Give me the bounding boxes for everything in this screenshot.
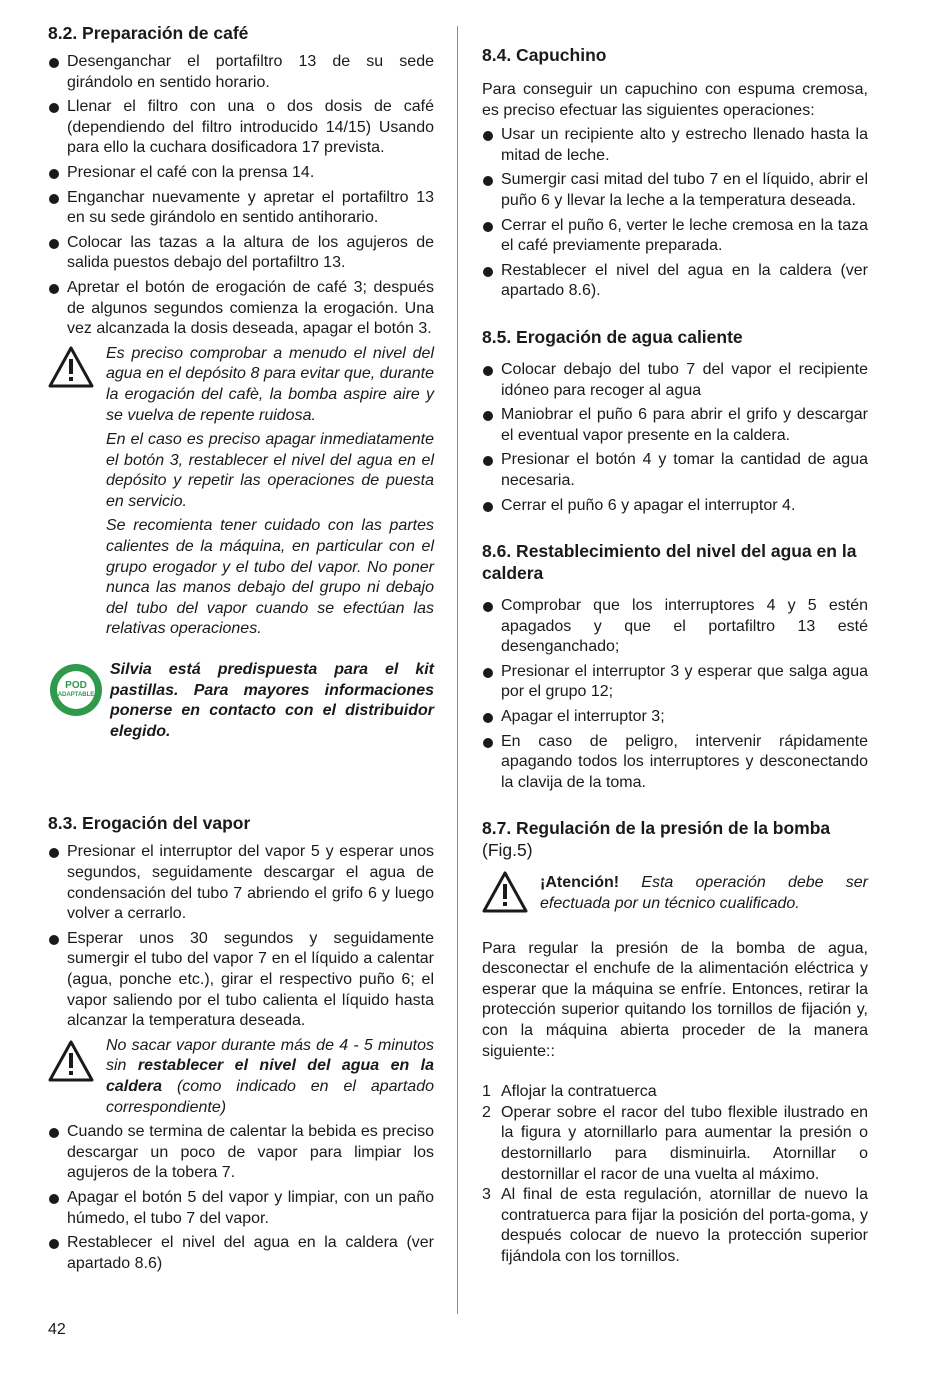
list-item: Esperar unos 30 segundos y seguidamente sumergir el tubo del vapor 7 en el líquido a calentar (agua, ponche etc.), girar el respectivo puño 6; el vapor saliendo por el tubo calienta el líquido hasta alcanzar la temperatura deseada. [48,929,434,1032]
step-item [482,1185,868,1267]
warning-triangle-icon [48,1040,94,1082]
list-8-4 [482,125,868,302]
list-item: Desenganchar el portafiltro 13 de su sede girándolo en sentido horario. [48,52,434,93]
left-column [48,22,434,1278]
section-title-8-2: 8.2. Preparación de café [48,23,249,43]
step-number: 1 [482,1083,491,1101]
list-item: Presionar el interruptor del vapor 5 y esperar unos segundos, seguidamente descargar el agua de condensación del tubo 7 abriendo el grifo 6 y luego volver a cerrarlo. [48,842,434,924]
warning-text [540,873,868,914]
list-item: Apagar el interruptor 3; [482,707,868,728]
list-item: Restablecer el nivel del agua en la caldera (ver apartado 8.6). [482,261,868,302]
pod-note-text: Silvia está predispuesta para el kit pastillas. Para mayores informaciones ponerse en contacto con el distribuidor elegido. [110,661,434,740]
list-8-6 [482,596,868,793]
warning-triangle-icon [48,346,94,388]
step-number: 2 [482,1103,491,1121]
page-number: 42 [48,1321,66,1338]
badge-label-bottom: ADAPTABLE [57,692,95,699]
list-item: Cerrar el puño 6 y apagar el interruptor 4. [482,496,868,517]
section-title-text: 8.7. Regulación de la presión de la bomba [482,818,831,839]
list-item: Llenar el filtro con una o dos dosis de café (dependiendo del filtro introducido 14/15) Usando para ello la cuchara dosificadora 17 prevista. [48,97,434,159]
section-title-8-3: 8.3. Erogación del vapor [48,813,251,834]
list-item: Comprobar que los interruptores 4 y 5 estén apagados y que el portafiltro 13 esté desenganchado; [482,596,868,658]
warning-text: Es preciso comprobar a menudo el nivel del agua en el depósito 8 para evitar que, durante la erogación del cafè, la bomba aspire aire y se vuelva de repente ruidosa. [106,344,434,424]
warning-text-part: Esta operación debe ser efectuada por un técnico cualificado. [540,874,868,913]
warning-text-part: (como indicado en el apartado correspondiente) [106,1077,434,1116]
warning-text: En el caso es preciso apagar inmediatamente el botón 3, restablecer el nivel del agua en el depósito y repetir las operaciones de puesta en servicio. [106,431,434,510]
warning-text-part: No sacar vapor durante más de 4 - 5 minutos sin [106,1036,434,1075]
list-item: Enganchar nuevamente y apretar el portafiltro 13 en su sede girándolo en sentido antihorario. [48,188,434,229]
section-title-figure-ref: (Fig.5) [482,840,533,861]
steps-8-7 [482,1082,868,1267]
list-item: Presionar el botón 4 y tomar la cantidad de agua necesaria. [482,450,868,491]
list-item: Colocar las tazas a la altura de los agujeros de salida puestos debajo del portafiltro 13. [48,233,434,274]
step-number: 3 [482,1186,491,1204]
list-item: En caso de peligro, intervenir rápidamente apagando todos los interruptores y desconectando la clavija de la toma. [482,732,868,794]
warning-block-8-2 [48,344,434,640]
list-item: Presionar el interruptor 3 y esperar que salga agua por el grupo 12; [482,662,868,703]
list-item: Presionar el café con la prensa 14. [48,163,434,184]
list-8-3 [48,842,434,1031]
step-item [482,1082,868,1103]
list-item: Sumergir casi mitad del tubo 7 en el líquido, abrir el puño 6 y llevar la leche a la temperatura deseada. [482,170,868,211]
list-8-5 [482,360,868,516]
warning-text-bold: restablecer el nivel del agua en la caldera [106,1057,435,1095]
right-column [482,44,868,1268]
pod-adaptable-badge-icon [50,664,102,716]
list-item: Colocar debajo del tubo 7 del vapor el recipiente idóneo para recoger al agua [482,360,868,401]
step-item [482,1103,868,1185]
column-divider [457,26,458,1314]
step-text: Al final de esta regulación, atornillar de nuevo la contratuerca para fijar la posición del porta-goma, y después colocar de nuevo la protección superior fijándola con los tornillos. [501,1186,868,1265]
list-item: Restablecer el nivel del agua en la caldera (ver apartado 8.6) [48,1233,434,1274]
list-item: Apagar el botón 5 del vapor y limpiar, con un paño húmedo, el tubo 7 del vapor. [48,1188,434,1229]
warning-text: Se recomienta tener cuidado con las partes calientes de la máquina, en particular con el grupo erogador y el tubo del vapor. No poner nunca las manos debajo del grupo ni debajo del tubo del vapor cuando se efectúan las relativas operaciones. [106,517,434,638]
section-intro: Para conseguir un capuchino con espuma cremosa, es preciso efectuar las siguientes operaciones: [482,81,868,119]
step-text: Aflojar la contratuerca [501,1083,657,1101]
list-item: Maniobrar el puño 6 para abrir el grifo y descargar el eventual vapor presente en la caldera. [482,405,868,446]
list-8-3-continued [48,1122,434,1274]
step-text: Operar sobre el racor del tubo flexible ilustrado en la figura y atornillarlo para aumentar la presión o destornillarlo para disminuirla. Atornillar o destornillar el racor de una vuelta al máximo. [501,1103,868,1183]
warning-block-8-7 [482,873,868,914]
list-8-2 [48,52,434,340]
list-item: Cerrar el puño 6, verter le leche cremosa en la taza el café previamente preparada. [482,216,868,257]
list-item: Cuando se termina de calentar la bebida es preciso descargar un poco de vapor para limpiar los agujeros de la tobera 7. [48,1122,434,1184]
section-title-8-5: 8.5. Erogación de agua caliente [482,326,743,347]
list-item: Apretar el botón de erogación de café 3; después de algunos segundos comienza la erogación. Una vez alcanzada la dosis deseada, apagar el botón 3. [48,278,434,340]
list-item: Usar un recipiente alto y estrecho llenado hasta la mitad de leche. [482,125,868,166]
warning-text [106,1036,434,1118]
section-title-8-7 [482,817,868,861]
badge-label-top: POD [65,680,87,692]
section-title-8-6: 8.6. Restablecimiento del nivel del agua en la caldera [482,541,857,584]
pod-adaptable-note [48,660,434,742]
section-title-8-4: 8.4. Capuchino [482,45,607,65]
warning-block-8-3 [48,1036,434,1118]
warning-label: ¡Atención! [540,874,620,892]
warning-triangle-icon [482,871,528,913]
section-intro: Para regular la presión de la bomba de agua, desconectar el enchufe de la alimentación eléctrica y esperar que la máquina se enfríe. Entonces, retirar la protección superior quitando los tornillos de fijación y, con la máquina abierta proceder de la manera siguiente:: [482,939,868,1060]
